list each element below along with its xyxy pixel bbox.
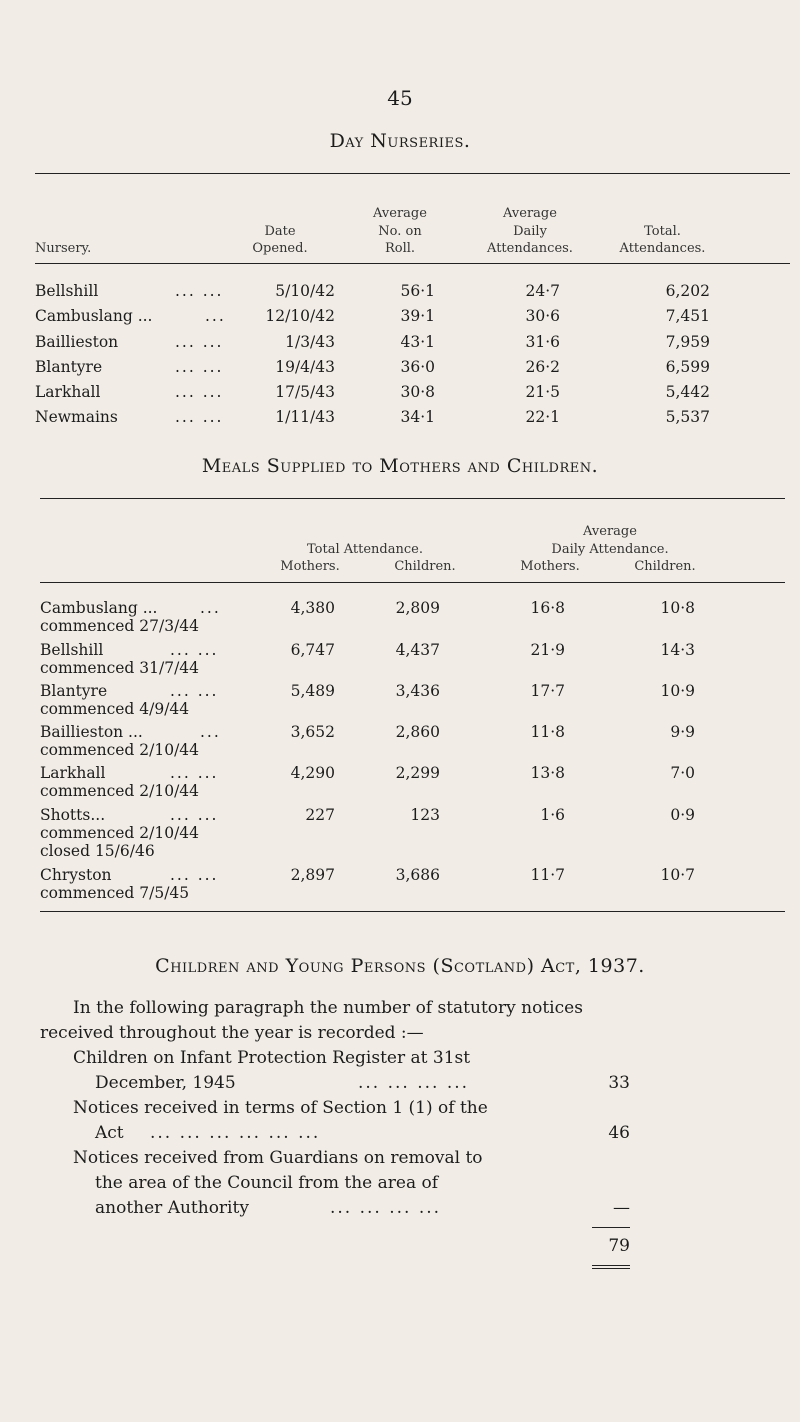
table-row xyxy=(35,358,102,376)
dot-leader: ... ... xyxy=(175,282,224,300)
average-daily: 26·2 xyxy=(525,358,560,376)
meal-row-closed: closed 15/6/46 xyxy=(40,842,155,860)
header-daily-1: Average xyxy=(503,206,557,221)
total-mothers: 5,489 xyxy=(290,682,335,700)
act-title: Children and Young Persons (Scotland) Act, 1937. xyxy=(155,955,645,977)
nursery-name: Cambuslang ... xyxy=(35,307,153,325)
dot-leader: ... ... xyxy=(170,866,219,884)
dot-leader: ... ... xyxy=(170,641,219,659)
dot-leader: ... ... xyxy=(170,806,219,824)
average-roll: 34·1 xyxy=(400,408,435,426)
avg-children: 0·9 xyxy=(670,806,695,824)
header-children: Children. xyxy=(394,559,456,574)
avg-mothers: 11·7 xyxy=(530,866,565,884)
meal-row-name: Shotts... xyxy=(40,806,106,824)
meal-row-commenced: commenced 2/10/44 xyxy=(40,782,200,800)
nursery-name: Baillieston xyxy=(35,333,119,351)
total-children: 123 xyxy=(410,806,440,824)
total-mothers: 4,380 xyxy=(290,599,335,617)
average-daily: 30·6 xyxy=(525,307,560,325)
total-attendances: 7,451 xyxy=(665,307,710,325)
nurseries-header-rule xyxy=(35,263,790,264)
total-children: 4,437 xyxy=(395,641,440,659)
nursery-name: Blantyre xyxy=(35,358,103,376)
avg-children: 10·8 xyxy=(660,599,695,617)
header-average-1: Average xyxy=(583,524,637,539)
page-number: 45 xyxy=(387,86,413,110)
dot-leader: ... ... ... ... ... ... xyxy=(150,1123,321,1143)
dot-leader: ... ... xyxy=(175,383,224,401)
meal-row-commenced: commenced 31/7/44 xyxy=(40,659,200,677)
header-daily-2: Daily xyxy=(513,224,547,239)
avg-mothers: 16·8 xyxy=(530,599,565,617)
dot-leader: ... ... ... ... xyxy=(330,1198,442,1218)
dot-leader: ... ... xyxy=(175,358,224,376)
date-opened: 12/10/42 xyxy=(265,307,335,325)
item-3-line-1: Notices received from Guardians on removal to xyxy=(73,1148,483,1168)
header-total-1: Total. xyxy=(644,224,681,239)
average-roll: 36·0 xyxy=(400,358,435,376)
average-daily: 31·6 xyxy=(525,333,560,351)
avg-mothers: 13·8 xyxy=(530,764,565,782)
item-1-line-1: Children on Infant Protection Register at 31st xyxy=(73,1048,471,1068)
total-mothers: 2,897 xyxy=(290,866,335,884)
average-daily: 22·1 xyxy=(525,408,560,426)
meal-row-name: Chryston xyxy=(40,866,112,884)
average-roll: 30·8 xyxy=(400,383,435,401)
double-rule-bottom xyxy=(592,1268,630,1269)
avg-mothers: 21·9 xyxy=(530,641,565,659)
avg-children: 7·0 xyxy=(670,764,695,782)
item-2-line-1: Notices received in terms of Section 1 (1) of the xyxy=(73,1098,488,1118)
total-children: 3,686 xyxy=(395,866,440,884)
meal-row-name: Bellshill xyxy=(40,641,104,659)
total-children: 2,299 xyxy=(395,764,440,782)
nursery-name: Larkhall xyxy=(35,383,101,401)
item-3-line-2: the area of the Council from the area of xyxy=(95,1173,439,1193)
nursery-name: Newmains xyxy=(35,408,118,426)
header-roll-2: No. on xyxy=(378,224,422,239)
total-mothers: 227 xyxy=(305,806,335,824)
header-total-attendance: Total Attendance. xyxy=(307,542,423,557)
meal-row-name: Cambuslang ... xyxy=(40,599,158,617)
item-3-line-3: another Authority xyxy=(95,1198,249,1218)
header-avg-children: Children. xyxy=(634,559,696,574)
item-1-value: 33 xyxy=(608,1073,630,1093)
total-mothers: 4,290 xyxy=(290,764,335,782)
table-row xyxy=(35,282,98,300)
avg-children: 10·9 xyxy=(660,682,695,700)
item-1-line-2: December, 1945 xyxy=(95,1073,236,1093)
total-attendances: 6,599 xyxy=(665,358,710,376)
meal-row-commenced: commenced 2/10/44 xyxy=(40,824,200,842)
avg-mothers: 1·6 xyxy=(540,806,565,824)
para-line-1: In the following paragraph the number of statutory notices xyxy=(73,998,583,1018)
header-average-2: Daily Attendance. xyxy=(551,542,669,557)
table-row xyxy=(35,408,118,426)
average-roll: 56·1 xyxy=(400,282,435,300)
meal-row-name: Larkhall xyxy=(40,764,106,782)
meal-row-commenced: commenced 27/3/44 xyxy=(40,617,200,635)
average-daily: 24·7 xyxy=(525,282,560,300)
avg-children: 14·3 xyxy=(660,641,695,659)
total-children: 2,860 xyxy=(395,723,440,741)
table-row xyxy=(35,307,152,325)
dot-leader: ... xyxy=(200,723,221,741)
dot-leader: ... ... xyxy=(170,682,219,700)
meals-top-rule xyxy=(40,498,785,499)
nursery-name: Bellshill xyxy=(35,282,99,300)
avg-mothers: 17·7 xyxy=(530,682,565,700)
average-roll: 43·1 xyxy=(400,333,435,351)
header-total-2: Attendances. xyxy=(619,241,706,256)
dot-leader: ... ... ... ... xyxy=(358,1073,470,1093)
header-roll-3: Roll. xyxy=(384,241,416,256)
date-opened: 5/10/42 xyxy=(275,282,335,300)
header-mothers: Mothers. xyxy=(280,559,340,574)
table-row xyxy=(35,333,118,351)
total-children: 3,436 xyxy=(395,682,440,700)
table-row xyxy=(35,383,100,401)
date-opened: 17/5/43 xyxy=(275,383,335,401)
date-opened: 1/3/43 xyxy=(285,333,335,351)
day-nurseries-title: Day Nurseries. xyxy=(329,130,471,152)
header-avg-mothers: Mothers. xyxy=(520,559,580,574)
meals-bottom-rule xyxy=(40,911,785,912)
meal-row-name: Baillieston ... xyxy=(40,723,143,741)
item-2-line-2: Act xyxy=(95,1123,124,1143)
total-rule xyxy=(592,1227,630,1228)
nurseries-top-rule xyxy=(35,173,790,174)
meal-row-commenced: commenced 4/9/44 xyxy=(40,700,190,718)
meals-header-rule xyxy=(40,582,785,583)
item-3-value: — xyxy=(613,1198,630,1218)
dot-leader: ... ... xyxy=(175,333,224,351)
total-attendances: 5,442 xyxy=(665,383,710,401)
header-roll-1: Average xyxy=(373,206,427,221)
dot-leader: ... xyxy=(200,599,221,617)
total-attendances: 5,537 xyxy=(665,408,710,426)
double-rule-top xyxy=(592,1265,630,1266)
para-line-2: received throughout the year is recorded :— xyxy=(40,1023,424,1043)
meals-title: Meals Supplied to Mothers and Children. xyxy=(201,455,599,477)
dot-leader: ... ... xyxy=(170,764,219,782)
avg-children: 10·7 xyxy=(660,866,695,884)
total-attendances: 7,959 xyxy=(665,333,710,351)
header-daily-3: Attendances. xyxy=(487,241,573,256)
notices-total: 79 xyxy=(608,1236,630,1256)
total-attendances: 6,202 xyxy=(665,282,710,300)
total-children: 2,809 xyxy=(395,599,440,617)
meal-row-name: Blantyre xyxy=(40,682,108,700)
date-opened: 1/11/43 xyxy=(275,408,335,426)
header-date-1: Date xyxy=(264,224,296,239)
average-daily: 21·5 xyxy=(525,383,560,401)
dot-leader: ... ... xyxy=(175,408,224,426)
avg-mothers: 11·8 xyxy=(530,723,565,741)
meal-row-commenced: commenced 2/10/44 xyxy=(40,741,200,759)
meal-row-commenced: commenced 7/5/45 xyxy=(40,884,190,902)
header-nursery: Nursery. xyxy=(35,241,92,256)
total-mothers: 3,652 xyxy=(290,723,335,741)
avg-children: 9·9 xyxy=(670,723,695,741)
dot-leader: ... xyxy=(205,307,226,325)
date-opened: 19/4/43 xyxy=(275,358,335,376)
total-mothers: 6,747 xyxy=(290,641,335,659)
header-date-2: Opened. xyxy=(252,241,308,256)
item-2-value: 46 xyxy=(608,1123,630,1143)
average-roll: 39·1 xyxy=(400,307,435,325)
